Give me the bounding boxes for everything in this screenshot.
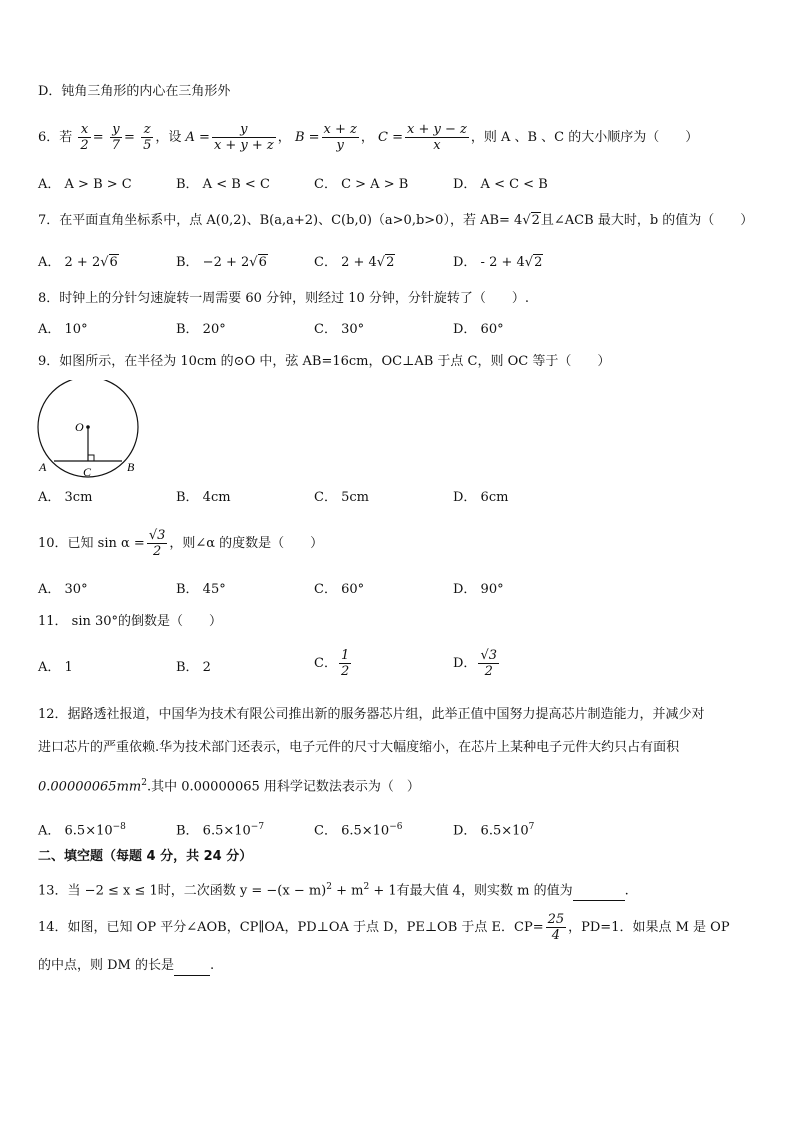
section-heading: 二、填空题（每题 4 分，共 24 分） bbox=[38, 849, 253, 864]
frac-C: $\frac{x + y - z}{x}$ bbox=[407, 122, 467, 153]
q14-line-1: 14．如图，已知 OP 平分∠AOB，CP∥OA，PD⊥OA 于点 D，PE⊥OB 于点 E．CP= $\frac{25}{4}$ ，PD=1．如果点 M 是 OP bbox=[38, 912, 730, 943]
q6-option-a: A． A > B > C bbox=[38, 177, 132, 192]
q8-option-b: B． 20° bbox=[176, 322, 226, 337]
q6-option-b: B． A < B < C bbox=[176, 177, 270, 192]
q6-option-d: D． A < C < B bbox=[453, 177, 548, 192]
q8-option-d: D． 60° bbox=[453, 322, 504, 337]
frac-z-5: $\frac{z}{5}$ bbox=[143, 122, 152, 153]
q12-option-b: B． $6.5\times 10^{-7}$ bbox=[176, 822, 265, 839]
q10-option-c: C． 60° bbox=[314, 582, 365, 597]
q14-line-2: 的中点，则 DM 的长是 . bbox=[38, 957, 214, 976]
q10-option-a: A． 30° bbox=[38, 582, 88, 597]
circle-diagram bbox=[34, 380, 146, 480]
center-point bbox=[86, 425, 90, 429]
q8-option-c: C． 30° bbox=[314, 322, 365, 337]
label-a: A bbox=[39, 460, 47, 474]
q12-option-c: C． $6.5\times 10^{-6}$ bbox=[314, 822, 403, 839]
q14-answer-blank[interactable] bbox=[174, 957, 210, 976]
q6-stem: 6．若 $\frac{x}{2}$ = $\frac{y}{7}$ = $\frac{z}{5}$ ，设 A = $\frac{y}{x + y + z}$ ， B = $\frac{x + z}{y}$ ， C = $\frac{x + y - z}{x}$ ，则 A 、B 、C 的大小顺序为（ ） bbox=[38, 122, 699, 153]
frac-x-2: $\frac{x}{2}$ bbox=[80, 122, 89, 153]
q9-option-b: B． 4cm bbox=[176, 490, 231, 505]
q9-option-d: D． 6cm bbox=[453, 490, 509, 505]
q12-line-1: 12．据路透社报道，中国华为技术有限公司推出新的服务器芯片组，此举正值中国努力提高芯片制造能力，并减少对 bbox=[38, 707, 705, 722]
q7-option-c: C． 2 + 4√2 bbox=[314, 255, 395, 270]
frac-B: $\frac{x + z}{y}$ bbox=[323, 122, 357, 153]
frac-y-7: $\frac{y}{7}$ bbox=[111, 122, 121, 153]
q6-option-c: C． C > A > B bbox=[314, 177, 409, 192]
q12-option-d: D． $6.5\times 10^7$ bbox=[453, 822, 535, 839]
frac-A: $\frac{y}{x + y + z}$ bbox=[213, 122, 274, 153]
q9-stem: 9．如图所示，在半径为 10cm 的⊙O 中，弦 AB=16cm，OC⊥AB 于点 C，则 OC 等于（ ） bbox=[38, 354, 611, 369]
q7-stem: 7．在平面直角坐标系中，点 A(0,2)、B(a,a+2)、C(b,0)（a>0,b>0），若 AB= 4√2且∠ACB 最大时，b 的值为（ ） bbox=[38, 213, 754, 228]
label-o: O bbox=[75, 420, 84, 434]
q9-option-a: A． 3cm bbox=[38, 490, 93, 505]
q7-option-d: D． - 2 + 4√2 bbox=[453, 255, 543, 270]
q10-option-d: D． 90° bbox=[453, 582, 504, 597]
q11-option-b: B． 2 bbox=[176, 660, 211, 675]
q8-stem: 8．时钟上的分针匀速旋转一周需要 60 分钟，则经过 10 分钟，分针旋转了（ ）. bbox=[38, 291, 530, 306]
label-c: C bbox=[83, 465, 92, 479]
q12-option-a: A． $6.5\times 10^{-8}$ bbox=[38, 822, 126, 839]
frac-sqrt3-2: $\frac{√3}{2}$ bbox=[148, 528, 166, 559]
frac-1-2: $\frac{1}{2}$ bbox=[340, 648, 350, 679]
label-b: B bbox=[127, 460, 135, 474]
frac-sqrt3-2-opt: $\frac{√3}{2}$ bbox=[480, 648, 497, 679]
q12-line-3: $0.00000065mm^2$.其中 0.00000065 用科学记数法表示为（ ） bbox=[38, 778, 420, 795]
q7-option-b: B． −2 + 2√6 bbox=[176, 255, 267, 270]
q9-option-c: C． 5cm bbox=[314, 490, 369, 505]
q11-stem: 11． sin 30°的倒数是（ ） bbox=[38, 614, 223, 629]
q5-option-d: D．钝角三角形的内心在三角形外 bbox=[38, 84, 231, 99]
q7-option-a: A． 2 + 2√6 bbox=[38, 255, 118, 270]
q13-answer-blank[interactable] bbox=[573, 882, 625, 901]
q10-stem: 10．已知 sin α = $\frac{√3}{2}$ ，则∠α 的度数是（ ） bbox=[38, 528, 324, 559]
q10-option-b: B． 45° bbox=[176, 582, 226, 597]
q11-option-a: A． 1 bbox=[38, 660, 73, 675]
q8-option-a: A． 10° bbox=[38, 322, 88, 337]
q11-option-d: D． $\frac{√3}{2}$ bbox=[453, 648, 497, 679]
frac-25-4: $\frac{25}{4}$ bbox=[547, 912, 565, 943]
q12-line-2: 进口芯片的严重依赖.华为技术部门还表示，电子元件的尺寸大幅度缩小，在芯片上某种电子元件大约只占有面积 bbox=[38, 740, 680, 755]
right-angle-mark bbox=[88, 455, 94, 461]
q13-stem: 13．当 −2 ≤ x ≤ 1时，二次函数 $y = -(x - m)^2 + m^2 + 1$有最大值 4，则实数 m 的值为 . bbox=[38, 878, 629, 901]
q11-option-c: C． $\frac{1}{2}$ bbox=[314, 648, 350, 679]
